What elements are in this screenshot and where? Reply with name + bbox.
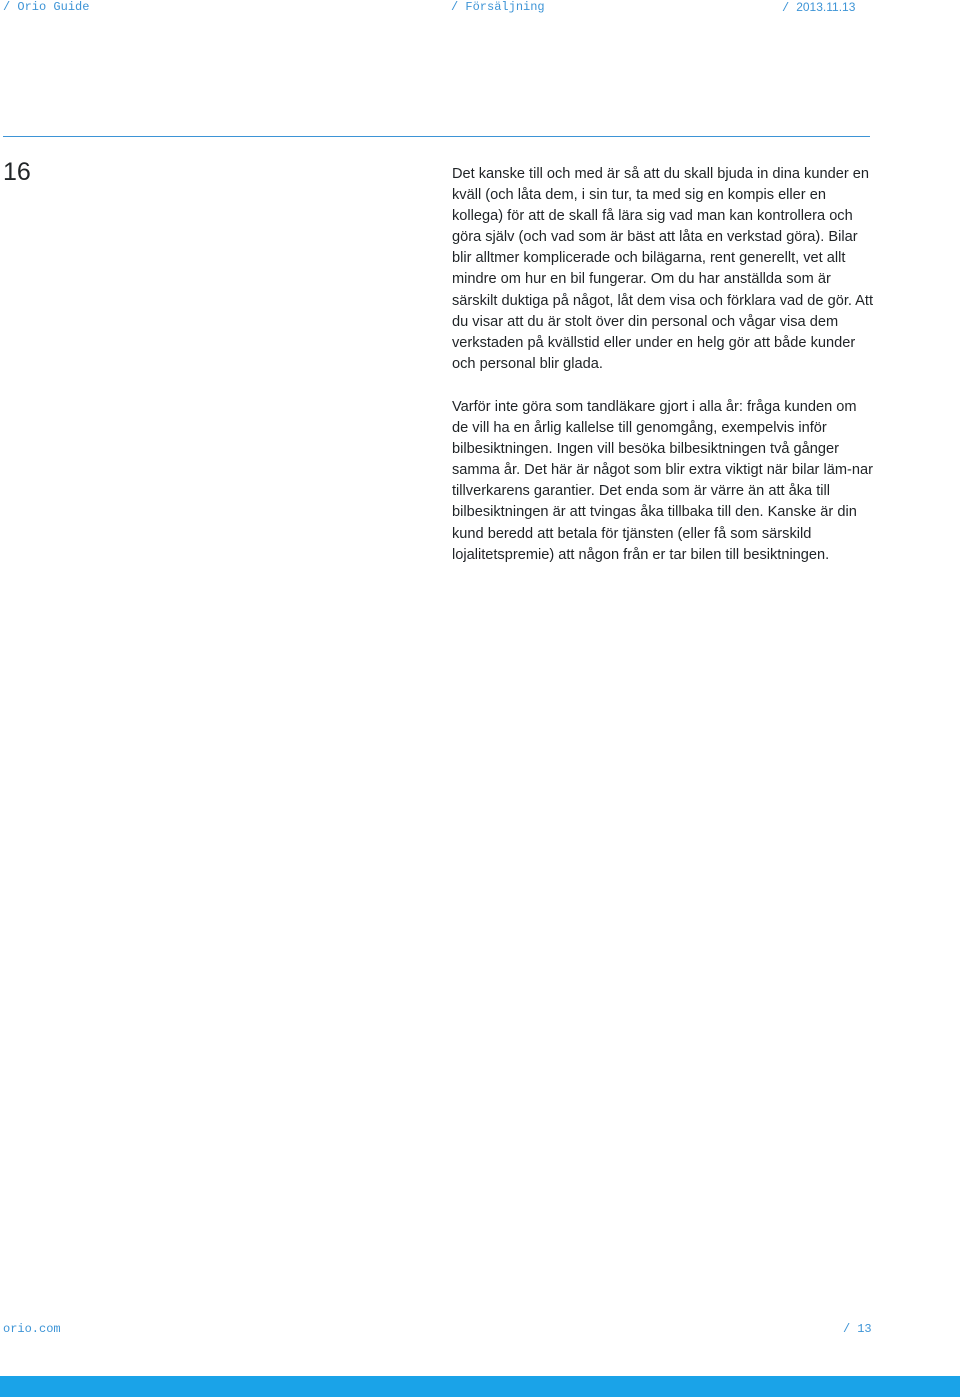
breadcrumb-label: Orio Guide	[17, 0, 90, 14]
section-number: 16	[3, 158, 31, 186]
breadcrumb-label: Försäljning	[465, 0, 545, 14]
paragraph: Varför inte göra som tandläkare gjort i alla år: fråga kunden om de vill ha en årlig kallelse till genomgång, exempelvis inför bilbesiktningen. Ingen vill besöka bilbesiktningen två gånger samma år. Det här är något som blir extra viktigt när bilar läm-nar tillverkarens garantier. Det enda som är värre än att åka till bilbesiktningen är att tvingas åka tillbaka till den. Kanske är din kund beredd att betala för tjänsten (eller få som särskild lojalitetspremie) att någon från er tar bilen till besiktningen.	[452, 398, 873, 563]
breadcrumb-separator: /	[3, 0, 11, 14]
breadcrumb-separator: /	[451, 0, 459, 14]
body-text	[452, 164, 874, 566]
footer-separator: /	[843, 1322, 851, 1336]
breadcrumb-section	[451, 0, 545, 14]
footer-page-number: 13	[857, 1322, 872, 1336]
footer-site: orio.com	[3, 1322, 61, 1336]
bottom-color-bar	[0, 1376, 960, 1397]
breadcrumb-date	[782, 0, 855, 15]
document-date: 2013.11.13	[796, 0, 856, 14]
paragraph: Det kanske till och med är så att du skall bjuda in dina kunder en kväll (och låta dem, i sin tur, ta med sig en kompis eller en kollega) för att de skall få lära sig vad man kan kontrollera och göra själv (och vad som är bäst att låta en verkstad göra). Bilar blir alltmer komplicerade och bilägarna, rent generellt, vet allt mindre om hur en bil fungerar. Om du har anställda som är särskilt duktiga på något, låt dem visa och förklara vad de gör. Att du visar att du är stolt över din personal och vågar visa dem verkstaden på kvällstid eller under en helg gör att både kunder och personal blir glada.	[452, 166, 874, 372]
header-divider	[3, 136, 870, 137]
breadcrumb-guide	[3, 0, 89, 14]
footer-page	[843, 1322, 872, 1336]
breadcrumb-separator: /	[782, 1, 790, 15]
